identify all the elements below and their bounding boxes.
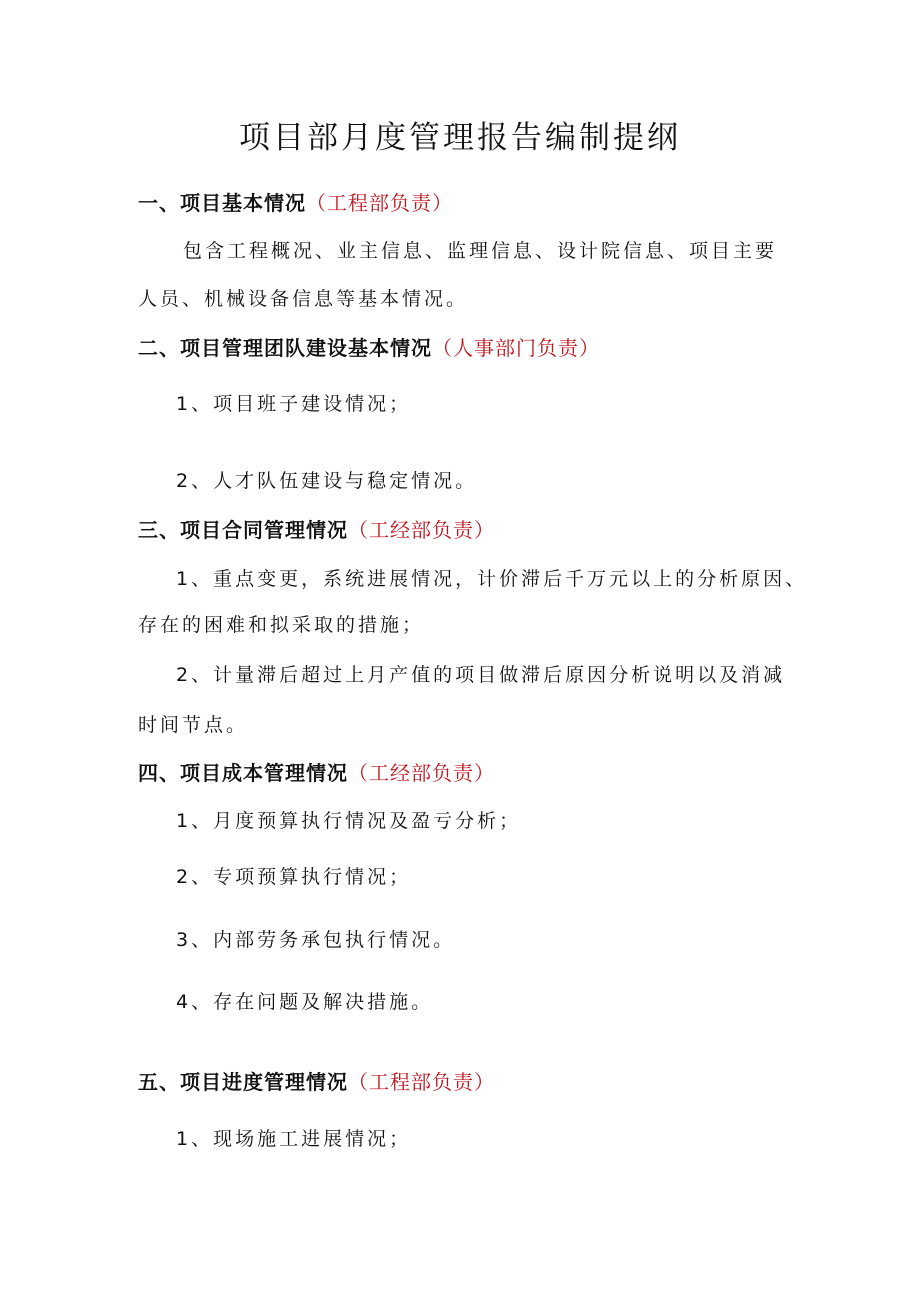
list-item: 4、存在问题及解决措施。: [176, 991, 434, 1013]
list-item: 1、项目班子建设情况；: [176, 393, 412, 415]
list-item: 1、现场施工进展情况；: [176, 1128, 412, 1150]
section-heading-text: 五、项目进度管理情况: [138, 1070, 348, 1094]
section-heading-5: [138, 1066, 495, 1095]
paragraph-line: 包含工程概况、业主信息、监理信息、设计院信息、项目主要: [183, 240, 778, 262]
responsible-dept: （工程部负责）: [306, 191, 453, 215]
section-heading-1: [138, 187, 453, 216]
section-heading-text: 三、项目合同管理情况: [138, 518, 348, 542]
section-heading-text: 四、项目成本管理情况: [138, 761, 348, 785]
document-title: 项目部月度管理报告编制提纲: [239, 120, 681, 156]
responsible-dept: （工程部负责）: [348, 1070, 495, 1094]
responsible-dept: （人事部门负责）: [432, 336, 600, 360]
list-item: 1、月度预算执行情况及盈亏分析；: [176, 810, 522, 832]
section-heading-2: [138, 332, 600, 361]
section-heading-3: [138, 514, 495, 543]
section-heading-text: 一、项目基本情况: [138, 191, 306, 215]
list-item: 2、计量滞后超过上月产值的项目做滞后原因分析说明以及消减: [176, 664, 786, 686]
list-item: 3、内部劳务承包执行情况。: [176, 929, 456, 951]
paragraph-line: 人员、机械设备信息等基本情况。: [138, 288, 469, 310]
list-item: 2、人才队伍建设与稳定情况。: [176, 470, 478, 492]
section-heading-text: 二、项目管理团队建设基本情况: [138, 336, 432, 360]
section-heading-4: [138, 757, 495, 786]
list-item: 1、重点变更，系统进展情况，计价滞后千万元以上的分析原因、: [176, 568, 808, 590]
paragraph-line: 时间节点。: [138, 714, 249, 736]
responsible-dept: （工经部负责）: [348, 518, 495, 542]
list-item: 2、专项预算执行情况；: [176, 866, 412, 888]
responsible-dept: （工经部负责）: [348, 761, 495, 785]
paragraph-line: 存在的困难和拟采取的措施；: [138, 614, 425, 636]
